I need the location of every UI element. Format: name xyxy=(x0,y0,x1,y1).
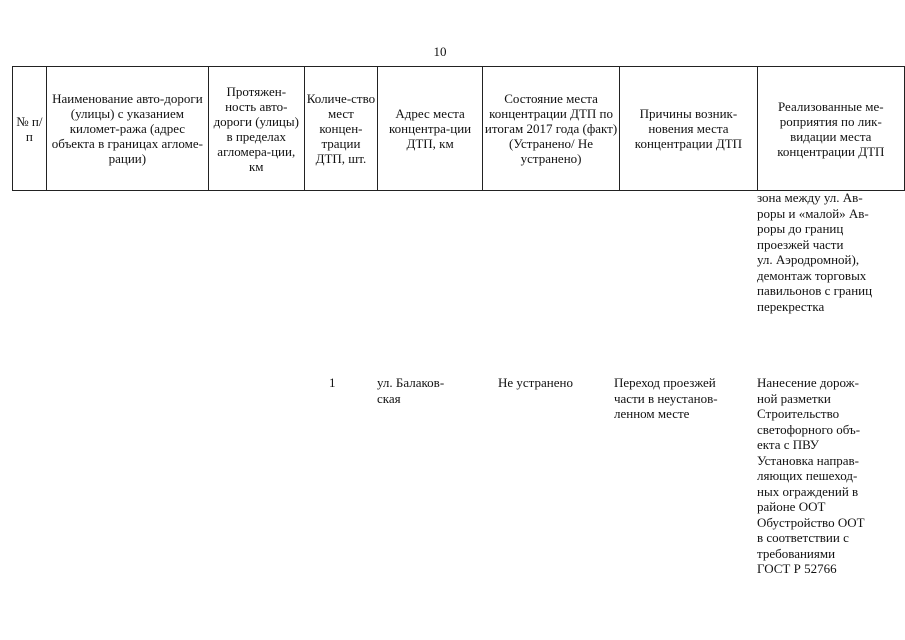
header-causes: Причины возник-новения места концентрации ДТП xyxy=(620,67,757,191)
table-header xyxy=(12,66,905,191)
header-accident-spot-count: Количе-ство мест концен-трации ДТП, шт. xyxy=(304,67,378,191)
page-number: 10 xyxy=(433,44,447,59)
measures-cell: Нанесение дорож- ной разметки Строительство светофорного объ- екта с ПВУ Установка направ- ляющих пешеход- ных ограждений в районе ООТ Обустройство ООТ в соответствии с требованиями ГОСТ Р 52766 xyxy=(757,375,865,576)
spot-address-cell: ул. Балаков- ская xyxy=(377,375,445,406)
spot-count-cell: 1 xyxy=(329,375,336,390)
header-row-number: № п/п xyxy=(13,67,47,191)
header-measures: Реализованные ме-роприятия по лик-видации места концентрации ДТП xyxy=(757,67,904,191)
header-spot-status: Состояние места концентрации ДТП по итогам 2017 года (факт) (Устранено/ Не устранено) xyxy=(482,67,619,191)
measures-continuation: зона между ул. Ав- роры и «малой» Ав- роры до границ проезжей части ул. Аэродромной), демонтаж торговых павильонов с границ перекрестка xyxy=(757,190,873,314)
header-road-length: Протяжен-ность авто-дороги (улицы) в пределах агломера-ции, км xyxy=(208,67,304,191)
spot-status-cell: Не устранено xyxy=(498,375,573,390)
header-accident-spot-address: Адрес места концентра-ции ДТП, км xyxy=(378,67,483,191)
causes-cell: Переход проезжей части в неустанов- ленном месте xyxy=(614,375,718,421)
header-road-name: Наименование авто-дороги (улицы) с указанием километ-ража (адрес объекта в границах агломе-рации) xyxy=(46,67,208,191)
